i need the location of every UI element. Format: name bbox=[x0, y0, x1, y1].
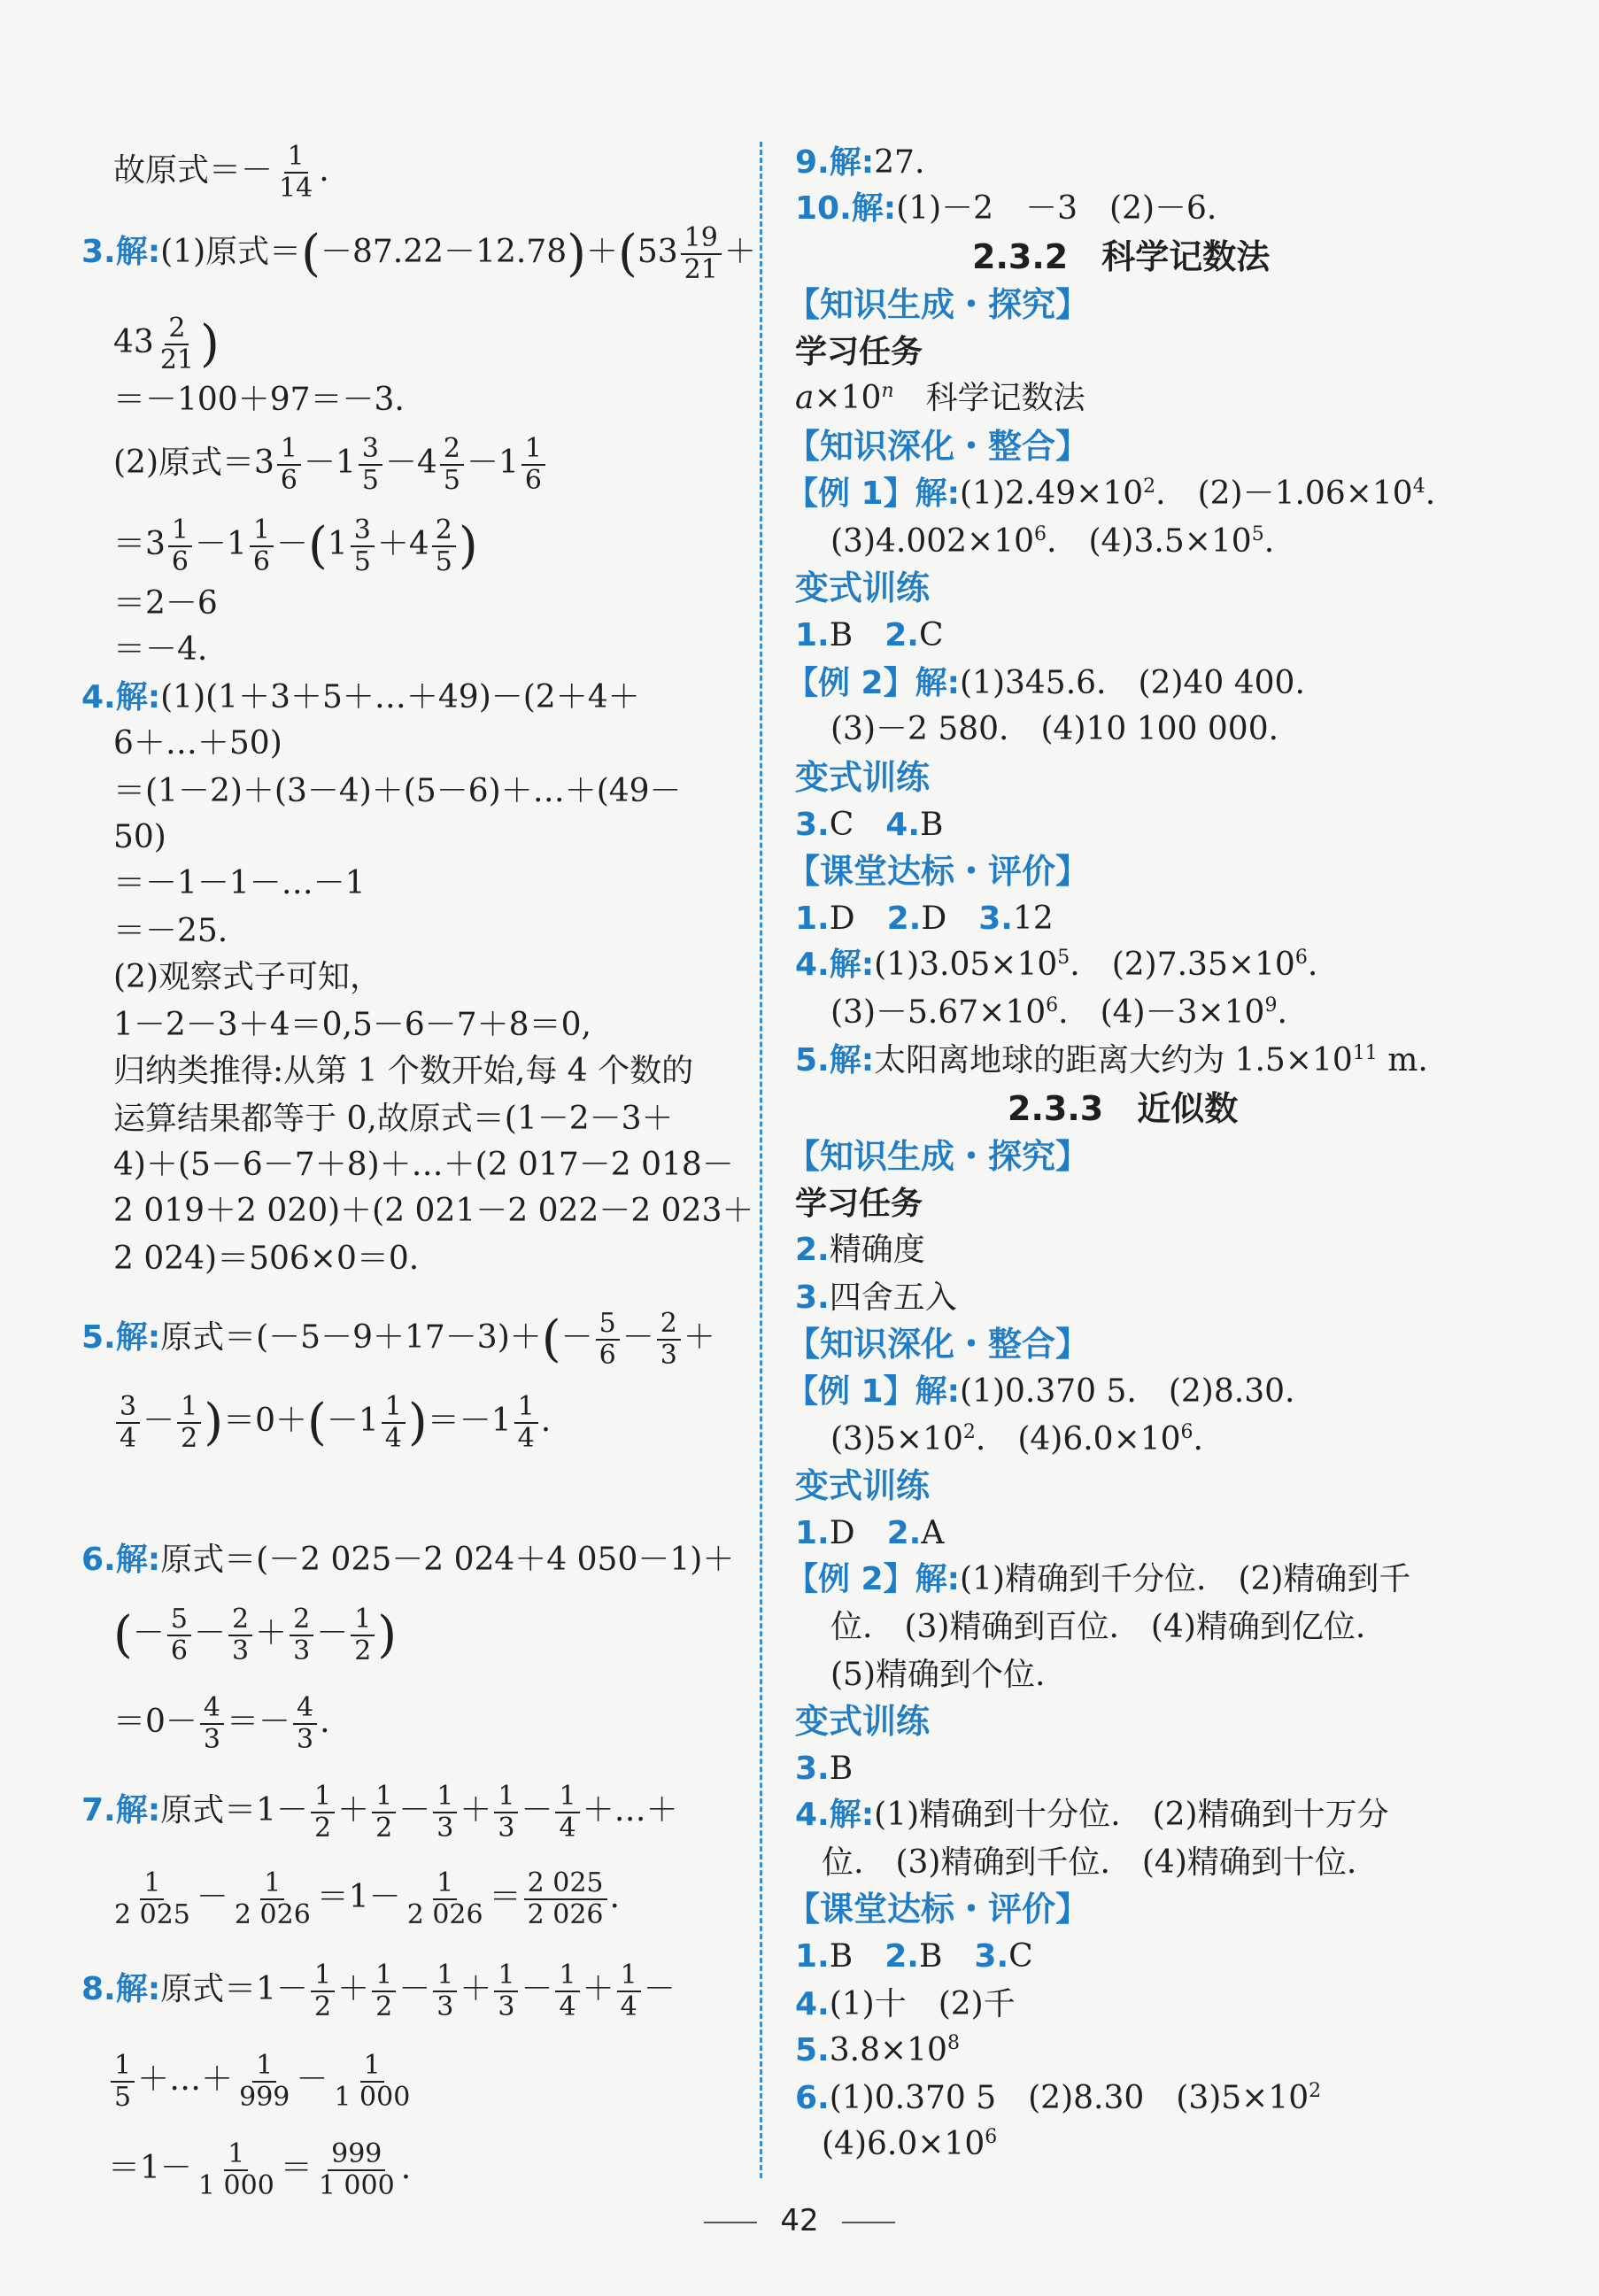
header-knowledge-generation: 【知识生成・探究】 bbox=[786, 285, 1090, 324]
class-question-4-line-2: $(3)-5.67\times 10^6$. $(4)-3\times 10^9$. bbox=[830, 994, 1287, 1031]
problem-3-line-5: ＝3 $\frac{1}{6}$ －1 $\frac{1}{6}$ －(1 $\frac{3}{5}$ ＋4 $\frac{2}{5}$ ) bbox=[113, 514, 478, 577]
problem-3-line-7: ＝－4. bbox=[113, 631, 208, 668]
example-1-line-2: $(3)4.002\times 10^6$. $(4)3.5\times 10^5$. bbox=[830, 523, 1275, 560]
problem-8-line-2: $\frac{1}{5}$ ＋…＋ $\frac{1}{999}$ － $\frac{1}{1 000}$ bbox=[108, 2051, 416, 2113]
problem-6-line-3: ＝0－ $\frac{4}{3}$ ＝－ $\frac{4}{3}$ . bbox=[113, 1692, 330, 1755]
approx-class-answers-1-3: 1.B 2.B 3.C bbox=[795, 1938, 1033, 1975]
header-knowledge-generation-2: 【知识生成・探究】 bbox=[786, 1137, 1090, 1176]
header-class-assessment-2: 【课堂达标・评价】 bbox=[786, 1890, 1090, 1929]
line-conclusion: 故原式＝－ $\frac{1}{14}$ . bbox=[113, 141, 329, 204]
problem-5-line-2: $\frac{3}{4}$ － $\frac{1}{2}$ )＝0＋(－1 $\frac{1}{4}$ )＝－1 $\frac{1}{4}$ . bbox=[113, 1392, 551, 1454]
problem-4-line-9: 归纳类推得:从第 1 个数开始,每 4 个数的 bbox=[113, 1053, 694, 1089]
class-question-4-line-1: 4.解$:(1)3.05\times 10^5$. $(2)7.35\times 10^6$. bbox=[795, 947, 1318, 983]
problem-7-line-1: 7.解:原式＝1－ $\frac{1}{2}$ ＋ $\frac{1}{2}$ － $\frac{1}{3}$ ＋ $\frac{1}{3}$ － $\frac{1}{4}$ ＋…＋ bbox=[81, 1781, 678, 1844]
approx-item-2: 2.精确度 bbox=[795, 1232, 925, 1268]
problem-6-line-1: 6.解:原式＝(－2 025－2 024＋4 050－1)＋ bbox=[81, 1542, 735, 1578]
problem-4-line-12: 2 019＋2 020)＋(2 021－2 022－2 023＋ bbox=[113, 1193, 754, 1229]
problem-5-line-1: 5.解:原式＝(－5－9＋17－3)＋(－ $\frac{5}{6}$ － $\frac{2}{3}$ ＋ bbox=[81, 1308, 715, 1371]
answers-1-2: 1.B 2.C bbox=[795, 617, 944, 653]
variant-training-2: 变式训练 bbox=[795, 758, 931, 797]
problem-6-line-2: (－ $\frac{5}{6}$ － $\frac{2}{3}$ ＋ $\frac{2}{3}$ － $\frac{1}{2}$ ) bbox=[113, 1604, 398, 1666]
problem-7-line-2: $\frac{1}{2 025}$ － $\frac{1}{2 026}$ ＝1－ $\frac{1}{2 026}$ ＝ $\frac{2 025}{2 026}$ . bbox=[114, 1867, 620, 1930]
answers-3-4: 3.C 4.B bbox=[795, 807, 944, 843]
problem-4-line-7: (2)观察式子可知， bbox=[113, 959, 382, 995]
problem-8-line-1: 8.解:原式＝1－ $\frac{1}{2}$ ＋ $\frac{1}{2}$ － $\frac{1}{3}$ ＋ $\frac{1}{3}$ － $\frac{1}{4}$ ＋ $\frac{1}{4}$ － bbox=[81, 1960, 676, 2022]
approx-class-answer-6-line-2: $(4)6.0\times 10^6$ bbox=[822, 2126, 998, 2162]
problem-3-line-6: ＝2－6 bbox=[113, 585, 218, 622]
problem-10: 10.解:(1)－2 －3 (2)－6. bbox=[795, 190, 1217, 227]
problem-4-line-10: 运算结果都等于 0,故原式＝(1－2－3＋ bbox=[113, 1101, 674, 1137]
problem-7-label: 7.解 bbox=[81, 1792, 148, 1828]
problem-4-line-2: 6＋…＋50) bbox=[113, 725, 282, 761]
problem-4-line-5: ＝－1－1－…－1 bbox=[113, 865, 366, 901]
example-2-line-1: 【例 2】解:(1)345.6. (2)40 400. bbox=[786, 665, 1305, 701]
learning-task-label-2: 学习任务 bbox=[795, 1186, 923, 1222]
approx-example-1-line-1: 【例 1】解:(1)0.370 5. (2)8.30. bbox=[786, 1373, 1295, 1410]
problem-8-line-3: ＝1－ $\frac{1}{1 000}$ ＝ $\frac{999}{1 000}$ . bbox=[108, 2138, 412, 2201]
variant-training-3: 变式训练 bbox=[795, 1466, 931, 1505]
approx-class-answer-5: $5.3.8\times 10^8$ bbox=[795, 2032, 960, 2068]
approx-class-answer-4: 4.(1)十 (2)千 bbox=[795, 1986, 1016, 2022]
problem-4-line-11: 4)＋(5－6－7＋8)＋…＋(2 017－2 018－ bbox=[113, 1147, 734, 1183]
approx-question-4-line-1: 4.解:(1)精确到十分位. (2)精确到十万分 bbox=[795, 1797, 1389, 1833]
approx-example-2-line-1: 【例 2】解:(1)精确到千分位. (2)精确到千 bbox=[786, 1561, 1411, 1597]
section-title-2-3-2: 2.3.2 科学记数法 bbox=[972, 237, 1271, 276]
page-number: 42 bbox=[780, 2203, 819, 2238]
problem-4-line-1: 4.解:(1)(1＋3＋5＋…＋49)－(2＋4＋ bbox=[81, 679, 640, 715]
problem-3-line-4: (2)原式＝3 $\frac{1}{6}$ －1 $\frac{3}{5}$ －4 $\frac{2}{5}$ －1 $\frac{1}{6}$ bbox=[113, 434, 548, 496]
approx-example-2-line-3: (5)精确到个位. bbox=[830, 1657, 1046, 1693]
problem-3-line-3: ＝－100＋97＝－3. bbox=[113, 382, 405, 418]
problem-4-line-13: 2 024)＝506×0＝0. bbox=[113, 1241, 420, 1277]
class-answers-1-3: 1.D 2.D 3.12 bbox=[795, 901, 1054, 937]
problem-4-line-3: ＝(1－2)＋(3－4)＋(5－6)＋…＋(49－ bbox=[113, 773, 682, 809]
learning-task-label: 学习任务 bbox=[795, 334, 923, 370]
variant-training-1: 变式训练 bbox=[795, 568, 931, 607]
section-title-2-3-3: 2.3.3 近似数 bbox=[1008, 1089, 1239, 1128]
example-2-line-2: (3)－2 580. (4)10 100 000. bbox=[830, 711, 1279, 747]
approx-answer-3: 3.B bbox=[795, 1751, 854, 1787]
footer-dash-left bbox=[704, 2222, 757, 2223]
approx-example-2-line-2: 位. (3)精确到百位. (4)精确到亿位. bbox=[830, 1609, 1366, 1645]
example-1-line-1: 【例 1】解$:(1)2.49\times 10^2$. $(2)-1.06\times 10^4$. bbox=[786, 475, 1436, 512]
header-class-assessment: 【课堂达标・评价】 bbox=[786, 852, 1090, 891]
class-question-5: 5.解:太阳离地球的距离大约为 $1.5\times 10^{11}$ m. bbox=[795, 1042, 1428, 1078]
footer-dash-right bbox=[842, 2222, 895, 2223]
approx-example-1-line-2: $(3)5\times 10^2$. $(4)6.0\times 10^6$. bbox=[830, 1421, 1203, 1457]
problem-4-line-4: 50) bbox=[113, 819, 166, 855]
problem-4-line-6: ＝－25. bbox=[113, 913, 228, 949]
problem-3-line-2: 43 $\frac{2}{21}$ ) bbox=[113, 313, 220, 375]
problem-8-label: 8.解 bbox=[81, 1971, 148, 2007]
problem-6-label: 6.解 bbox=[81, 1542, 148, 1578]
header-knowledge-deepening-2: 【知识深化・整合】 bbox=[786, 1325, 1090, 1364]
column-divider bbox=[760, 142, 762, 2178]
problem-3-label: 3.解 bbox=[81, 234, 148, 270]
approx-answers-1-2: 1.D 2.A bbox=[795, 1515, 945, 1551]
header-knowledge-deepening: 【知识深化・整合】 bbox=[786, 427, 1090, 466]
variant-training-4: 变式训练 bbox=[795, 1702, 931, 1741]
approx-question-4-line-2: 位. (3)精确到千位. (4)精确到十位. bbox=[822, 1844, 1357, 1881]
approx-class-answer-6-line-1: 6.(1)0.370 5 (2)8.30 $(3)5\times 10^2$ bbox=[795, 2080, 1322, 2116]
problem-4-label: 4.解 bbox=[81, 679, 148, 715]
problem-3-line-1: 3.解:(1)原式＝(－87.22－12.78)＋(53 $\frac{19}{21}$ ＋ bbox=[81, 222, 756, 285]
approx-item-3: 3.四舍五入 bbox=[795, 1279, 957, 1316]
problem-4-line-8: 1－2－3＋4＝0,5－6－7＋8＝0, bbox=[113, 1007, 591, 1043]
scientific-notation-form: $a\times 10^n$ 科学记数法 bbox=[795, 380, 1085, 416]
problem-5-label: 5.解 bbox=[81, 1319, 148, 1356]
page-footer bbox=[0, 2203, 1599, 2238]
problem-9: 9.解:27. bbox=[795, 144, 925, 181]
